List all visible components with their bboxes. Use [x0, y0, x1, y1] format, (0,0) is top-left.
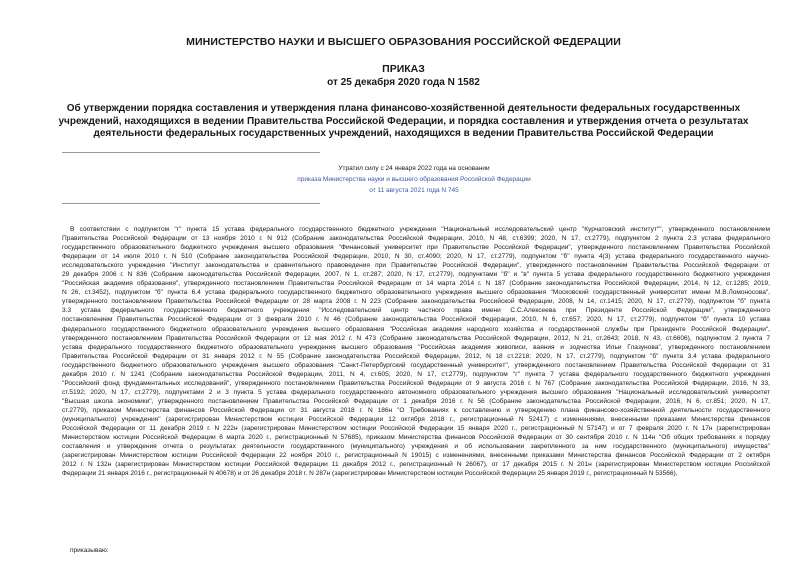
- document-type: ПРИКАЗ: [382, 63, 425, 75]
- preamble-line: ст.2779), приказом Министерства финансов Российской Федерации от 31 августа 2018 г. N 186н "О Требованиях к составлению и утверждению плана финансово-хозяйственной деятельности государственного: [62, 406, 770, 414]
- preamble-line: Правительства Российской Федерации от 13 ноября 2010 г. N 912 (Собрание законодательства Российской Федерации, 2010, N 48, ст.6399; 2020, N 17, ст.2779), подпунктом 2 пункта 2.3 устава федерального: [62, 235, 770, 243]
- preamble-line: федерального государственного бюджетного образовательного учреждения высшего образования "Российская академия народного хозяйства и государственной службы при Президенте Российской Федерации",: [62, 325, 770, 333]
- status-note: [244, 163, 584, 196]
- preamble-line: "Российская академия образования", утвержденного постановлением Правительства Российской Федерации от 14 марта 2014 г. N 187 (Собрание законодательства Российской Федерации, 2014, N 12, ст.1285; 2019,: [62, 280, 770, 288]
- status-link-order[interactable]: приказа Министерства науки и высшего образования Российской Федерации: [297, 176, 531, 183]
- preamble-line: "Российский фонд фундаментальных исследований", утвержденного постановлением Правительства Российской Федерации от 9 августа 2016 г. N 767 (Собрание законодательства Российской Федерации, 2016, N 33,: [62, 379, 770, 387]
- preamble-line: утвержденного постановлением Правительства Российской Федерации от 28 марта 2008 г. N 223 (Собрание законодательства Российской Федерации, 2008, N 14, ст.1415; 2020, N 17, ст.2779), подпунктом "б" пункта: [62, 298, 770, 306]
- divider-bottom: [62, 203, 320, 204]
- preamble-line: Правительства Российской Федерации от 31 января 2012 г. N 55 (Собрание законодательства Российской Федерации, 2012, N 18 ст.2218; 2020, N 17, ст.2779), подпунктом "б" пункта 3.4 устава федерального: [62, 352, 770, 360]
- preamble-text: [62, 225, 770, 478]
- preamble-line: N 26, ст.3452), подпунктом "б" пункта 6.4 устава федерального государственного бюджетного образовательного учреждения высшего образования "Московский государственный университет имени М.В.Ломоносова",: [62, 289, 770, 297]
- document-title: Об утверждении порядка составления и утверждения плана финансово-хозяйственной деятельности федеральных государственных учреждений, находящихся в ведении Правительства Российской Федерации, и порядка составления и утверждения отчета о результатах деятельности федеральных государственных учреждений, находящихся в ведении Правительства Российской Федерации: [58, 103, 749, 139]
- document-date-number: от 25 декабря 2020 года N 1582: [327, 77, 480, 88]
- status-line-1: Утратил силу с 24 января 2022 года на основании: [338, 165, 490, 172]
- status-link-date[interactable]: от 11 августа 2021 года N 745: [369, 187, 459, 194]
- preamble-line: (зарегистрирован Министерством юстиции Российской Федерации 22 ноября 2010 г., регистрационный N 19015) с изменениями, внесенными приказами Министерства финансов Российской Федерации от 2 октября: [62, 452, 770, 460]
- preamble-line: ст.5192; 2020, N 17, ст.2779), подпунктами 2 и 3 пункта 5 устава федерального государственного автономного образовательного учреждения высшего образования "Национальный исследовательский университет: [62, 388, 770, 396]
- preamble-line: исследовательского учреждения "Институт законодательства и сравнительного правоведения при Правительстве Российской Федерации", утвержденного постановлением Правительства Российской Федерации от: [62, 262, 770, 270]
- preamble-line: Федерации 21 января 2016 г., регистрационный N 40678) и от 26 декабря 2018 г. N 287н (зарегистрирован Министерством юстиции Российской Федерации 25 января 2019 г., регистрационный N 53566),: [62, 470, 678, 478]
- preamble-line: устава федерального государственного бюджетного образовательного учреждения высшего образования "Российская академия живописи, ваяния и зодчества Ильи Глазунова", утвержденного постановлением: [62, 343, 770, 351]
- preamble-line: 29 декабря 2006 г. N 836 (Собрание законодательства Российской Федерации, 2007, N 1, ст.287; 2020, N 17, ст.2779), подпунктами "б" и "в" пункта 5 устава федерального государственного бюджетного учреждения: [62, 271, 770, 279]
- preamble-line: государственного бюджетного образовательного учреждения высшего образования "Санкт-Петербургский государственный университет", утвержденного постановлением Правительства Российской Федерации от 31: [62, 361, 770, 369]
- preamble-line: Российской Федерации от 11 декабря 2019 г. N 222н (зарегистрирован Министерством юстиции Российской Федерации 15 января 2020 г., регистрационный N 57147) и от 7 февраля 2020 г. N 17н (зарегистрирован: [62, 425, 770, 433]
- divider-top: [62, 152, 320, 153]
- preamble-line: 3.3 устава федерального государственного бюджетного учреждения "Исследовательский центр частного права имени С.С.Алексеева при Президенте Российской Федерации", утвержденного: [62, 307, 770, 315]
- preamble-line: Министерством юстиции Российской Федерации 6 марта 2020 г., регистрационный N 57685), приказом Министерства финансов Российской Федерации от 30 сентября 2010 г. N 114н "Об общих требованиях к порядку: [62, 434, 770, 442]
- preamble-line: декабря 2010 г. N 1241 (Собрание законодательства Российской Федерации, 2011, N 4, ст.605; 2020, N 17, ст.2779), подпунктом "г" пункта 7 устава федерального государственного бюджетного учреждения: [62, 370, 770, 378]
- order-word: приказываю:: [70, 547, 109, 554]
- preamble-line: 2012 г. N 132н (зарегистрирован Министерством юстиции Российской Федерации 11 декабря 2012 г., регистрационный N 26067), от 17 декабря 2015 г. N 201н (зарегистрирован Министерством юстиции Российской: [62, 461, 770, 469]
- preamble-line: постановлением Правительства Российской Федерации от 3 февраля 2010 г. N 46 (Собрание законодательства Российской Федерации, 2010, N 6, ст.657; 2020, N 17, ст.2779), подпунктом "б" пункта 10 устава: [62, 316, 770, 324]
- preamble-line: утвержденного постановлением Правительства Российской Федерации от 12 мая 2012 г. N 473 (Собрание законодательства Российской Федерации, 2012, N 21, ст.2643; 2018, N 43, ст.6606), подпунктом 2 пункта 7: [62, 334, 770, 342]
- preamble-line: Федерации от 14 июля 2010 г. N 510 (Собрание законодательства Российской Федерации, 2010, N 30, ст.4090; 2020, N 17, ст.2779), подпунктом "б" пункта 4(3) устава федерального государственного научно-: [62, 253, 770, 261]
- preamble-line: "Высшая школа экономики", утвержденного постановлением Правительства Российской Федерации от 1 декабря 2016 г. N 56 (Собрание законодательства Российской Федерации, 2016, N 6, ст.851; 2020, N 17,: [62, 397, 770, 405]
- preamble-line: составления и утверждения отчета о результатах деятельности государственного (муниципального) учреждения и об использовании закрепленного за ним государственного (муниципального) имущества": [62, 443, 770, 451]
- preamble-line: государственного образовательного бюджетного учреждения высшего образования "Финансовый университет при Правительстве Российской Федерации", утвержденного постановлением Правительства Российской: [62, 244, 770, 252]
- preamble-line: (муниципального) учреждения" (зарегистрирован Министерством юстиции Российской Федерации 12 октября 2018 г., регистрационный N 52417) с изменениями, внесенными приказами Министерства финансов: [62, 415, 770, 423]
- ministry-heading: МИНИСТЕРСТВО НАУКИ И ВЫСШЕГО ОБРАЗОВАНИЯ РОССИЙСКОЙ ФЕДЕРАЦИИ: [186, 36, 621, 48]
- preamble-line: В соответствии с подпунктом "г" пункта 15 устава федерального государственного бюджетного учреждения "Национальный исследовательский центр "Курчатовский институт"", утвержденного постановлением: [70, 226, 770, 233]
